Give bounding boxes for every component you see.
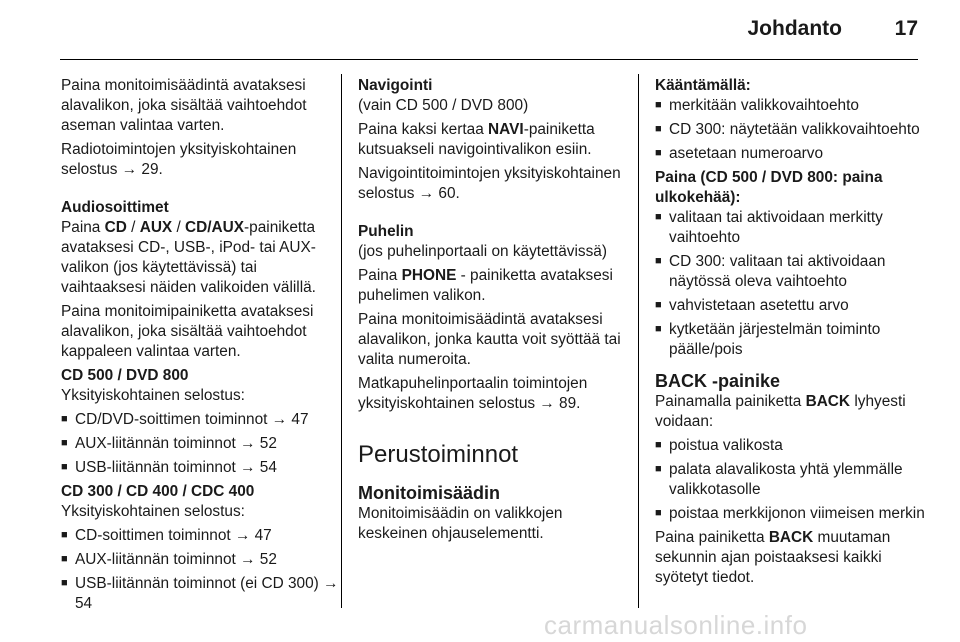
list-item: ■ CD 300: valitaan tai aktivoidaan näytössä oleva vaihtoehto [655,252,925,292]
paragraph: Radiotoimintojen yksityiskohtainen selostus → 29. [61,141,297,178]
back-paragraph: Painamalla painiketta BACK lyhyesti voidaan: [655,393,906,430]
section-title: Johdanto [747,17,842,40]
cd300-heading: CD 300 / CD 400 / CDC 400 [61,483,255,500]
audio-paragraph: Paina CD / AUX / CD/AUX-painiketta avataksesi CD-, USB-, iPod- tai AUX-valikon (jos käytettävissä) tai vaihtaaksesi näiden valikoiden välillä. [61,219,316,296]
subheading: Yksityiskohtainen selostus: [61,503,245,520]
knob-heading: Monitoimisäädin [358,483,501,503]
watermark: carmanualsonline.info [544,610,808,640]
paragraph: Matkapuhelinportaalin toimintojen yksityiskohtainen selostus → 89. [358,375,588,412]
phone-subtitle: (jos puhelinportaali on käytettävissä) [358,243,607,260]
list-item: ■ vahvistetaan asetettu arvo [655,296,925,316]
list-item: ■ USB-liitännän toiminnot → 54 [61,458,341,478]
list-item: ■ poistua valikosta [655,436,925,456]
column-1 [61,76,341,618]
list-item: ■ valitaan tai aktivoidaan merkitty vaihtoehto [655,208,925,248]
paragraph: Navigointitoimintojen yksityiskohtainen selostus → 60. [358,165,621,202]
column-3 [655,76,925,592]
cd-button-label: CD [104,219,127,236]
back-button-label: BACK [805,393,851,410]
page-number: 17 [894,17,918,40]
column-2 [358,76,624,548]
cdaux-button-label: CD/AUX [185,219,245,236]
navi-button-label: NAVI [488,121,524,138]
phone-paragraph: Paina PHONE - painiketta avataksesi puhelimen valikon. [358,267,613,304]
header-divider [60,59,918,60]
nav-heading: Navigointi [358,77,433,94]
aux-button-label: AUX [139,219,173,236]
paragraph: Paina monitoimipainiketta avataksesi alavalikon, joka sisältää vaihtoehdot kappaleen valintaa varten. [61,303,314,360]
paragraph: Paina monitoimisäädintä avataksesi alavalikon, joka sisältää vaihtoehdot aseman valintaa varten. [61,77,307,134]
list-item: ■ merkitään valikkovaihtoehto [655,96,925,116]
nav-paragraph: Paina kaksi kertaa NAVI-painiketta kutsuakseli navigointivalikon esiin. [358,121,595,158]
list-item: ■ AUX-liitännän toiminnot → 52 [61,550,341,570]
press-heading: Paina (CD 500 / DVD 800: paina ulkokehää): [655,169,883,206]
knob-paragraph: Monitoimisäädin on valikkojen keskeinen ohjauselementti. [358,505,563,542]
audio-heading: Audiosoittimet [61,199,169,216]
list-item: ■ CD-soittimen toiminnot → 47 [61,526,341,546]
column-divider-2 [638,74,639,608]
list-item: ■ kytketään järjestelmän toiminto päälle/pois [655,320,925,360]
page-header [0,0,960,62]
list-item: ■ poistaa merkkijonon viimeisen merkin [655,504,925,524]
phone-heading: Puhelin [358,223,414,240]
list-item: ■ palata alavalikosta yhtä ylemmälle valikkotasolle [655,460,925,500]
list-item: ■ CD/DVD-soittimen toiminnot → 47 [61,410,341,430]
phone-button-label: PHONE [401,267,457,284]
paragraph: Paina monitoimisäädintä avataksesi alavalikon, jonka kautta voit syöttää tai valita numeroita. [358,311,621,368]
cd500-heading: CD 500 / DVD 800 [61,367,189,384]
list-item: ■ USB-liitännän toiminnot (ei CD 300) → 54 [61,574,341,614]
column-divider-1 [341,74,342,608]
back-button-label: BACK [768,529,814,546]
list-item: ■ AUX-liitännän toiminnot → 52 [61,434,341,454]
back-long-paragraph: Paina painiketta BACK muutaman sekunnin ajan poistaaksesi kaikki syötetyt tiedot. [655,529,891,586]
basic-functions-heading: Perustoiminnot [358,441,519,468]
list-item: ■ asetetaan numeroarvo [655,144,925,164]
subheading: Yksityiskohtainen selostus: [61,387,245,404]
back-heading: BACK -painike [655,371,781,391]
list-item: ■ CD 300: näytetään valikkovaihtoehto [655,120,925,140]
nav-subtitle: (vain CD 500 / DVD 800) [358,97,529,114]
turn-heading: Kääntämällä: [655,77,751,94]
